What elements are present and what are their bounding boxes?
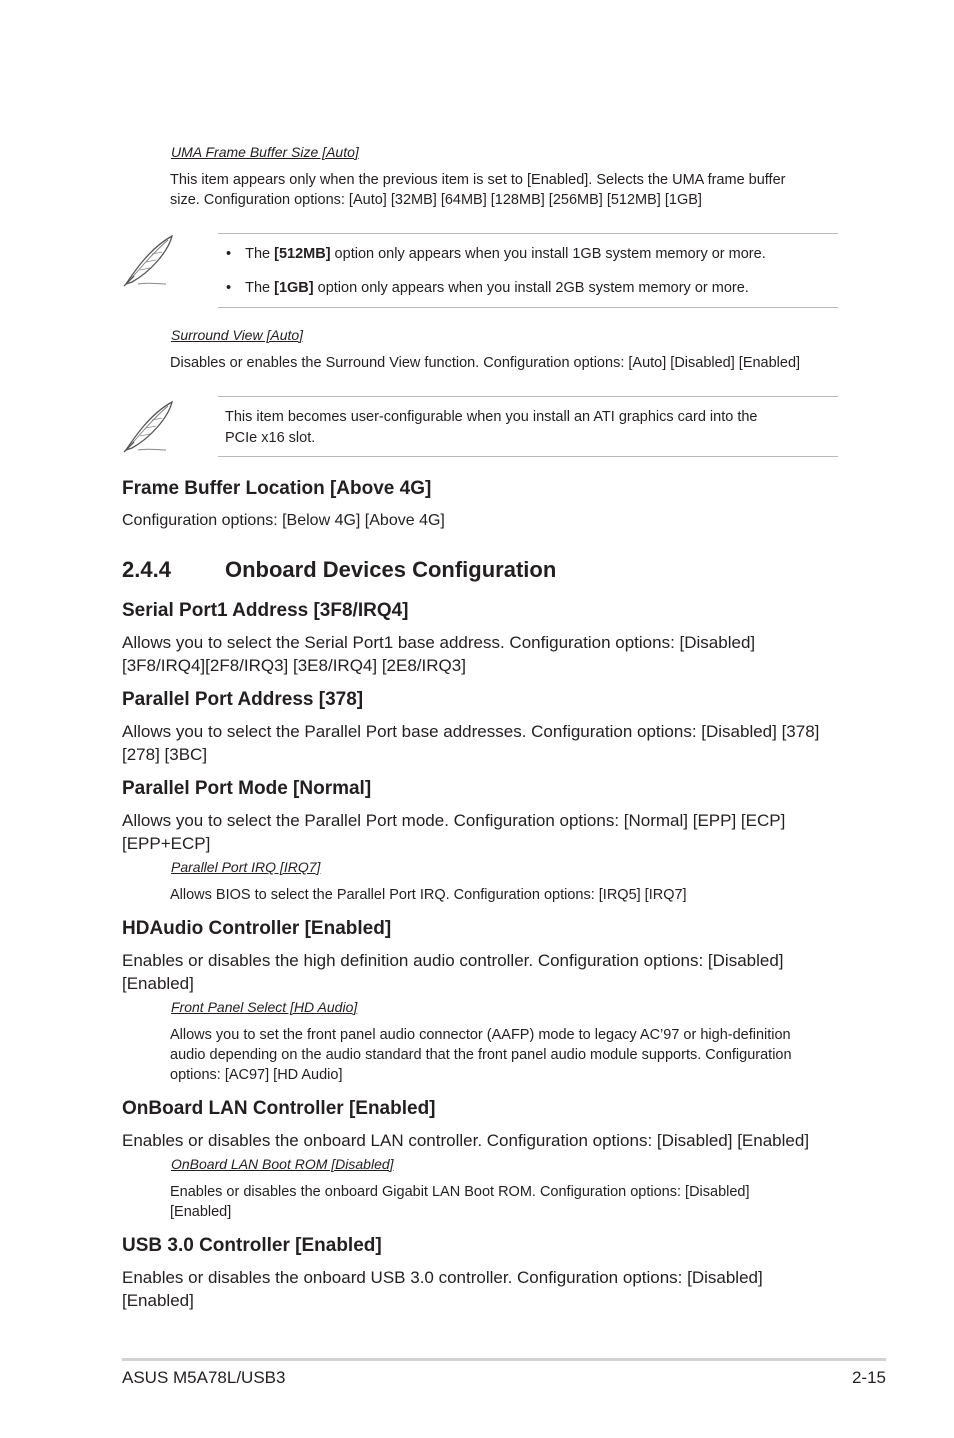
- parallel-port-address-desc-line1: Allows you to select the Parallel Port base addresses. Configuration options: [Disabled] [378]: [122, 722, 820, 741]
- usb3-controller-heading: USB 3.0 Controller [Enabled]: [122, 1235, 382, 1256]
- front-panel-select-desc-line1: Allows you to set the front panel audio connector (AAFP) mode to legacy AC’97 or high-definition: [170, 1027, 791, 1043]
- serial-port-heading: Serial Port1 Address [3F8/IRQ4]: [122, 600, 409, 621]
- bullet-text-pre: The: [245, 280, 275, 296]
- bullet-text-post: option only appears when you install 2GB system memory or more.: [313, 280, 749, 296]
- bullet-text-post: option only appears when you install 1GB system memory or more.: [330, 246, 766, 262]
- serial-port-desc-line1: Allows you to select the Serial Port1 base address. Configuration options: [Disabled]: [122, 633, 756, 652]
- parallel-port-mode-heading: Parallel Port Mode [Normal]: [122, 778, 372, 799]
- parallel-port-irq-desc: Allows BIOS to select the Parallel Port IRQ. Configuration options: [IRQ5] [IRQ7]: [170, 887, 687, 903]
- note2-bottom-rule: [218, 456, 838, 457]
- front-panel-select-desc-line3: options: [AC97] [HD Audio]: [170, 1067, 343, 1083]
- parallel-port-irq-title: Parallel Port IRQ [IRQ7]: [171, 859, 321, 875]
- pencil-note-icon: [120, 234, 176, 290]
- parallel-port-address-heading: Parallel Port Address [378]: [122, 689, 364, 710]
- note2-line-2: PCIe x16 slot.: [225, 430, 316, 446]
- usb3-controller-desc-line1: Enables or disables the onboard USB 3.0 controller. Configuration options: [Disabled]: [122, 1268, 763, 1287]
- bullet-text-pre: The: [245, 246, 275, 262]
- front-panel-select-title: Front Panel Select [HD Audio]: [171, 999, 358, 1015]
- serial-port-desc-line2: [3F8/IRQ4][2F8/IRQ3] [3E8/IRQ4] [2E8/IRQ3]: [122, 656, 466, 675]
- bullet-dot: •: [226, 280, 232, 296]
- note2-line-1: This item becomes user-configurable when you install an ATI graphics card into the: [225, 409, 758, 425]
- bullet-dot: •: [226, 246, 232, 262]
- parallel-port-address-desc-line2: [278] [3BC]: [122, 745, 208, 764]
- note1-bullet-2: [226, 280, 749, 296]
- onboard-lan-heading: OnBoard LAN Controller [Enabled]: [122, 1098, 436, 1119]
- bullet-text-bold: [512MB]: [274, 246, 331, 262]
- section-title: Onboard Devices Configuration: [225, 557, 557, 582]
- frame-buffer-location-desc: Configuration options: [Below 4G] [Above 4G]: [122, 512, 445, 529]
- onboard-lan-desc: Enables or disables the onboard LAN controller. Configuration options: [Disabled] [Enabled]: [122, 1131, 810, 1150]
- section-number: 2.4.4: [122, 557, 171, 582]
- uma-frame-buffer-desc-line1: This item appears only when the previous item is set to [Enabled]. Selects the UMA frame buffer: [170, 172, 786, 188]
- parallel-port-mode-desc-line1: Allows you to select the Parallel Port mode. Configuration options: [Normal] [EPP] [ECP]: [122, 811, 786, 830]
- front-panel-select-desc-line2: audio depending on the audio standard that the front panel audio module supports. Configuration: [170, 1047, 792, 1063]
- surround-view-desc: Disables or enables the Surround View function. Configuration options: [Auto] [Disabled] [Enabled]: [170, 355, 801, 371]
- note1-bottom-rule: [218, 307, 838, 308]
- pencil-note-icon: [120, 400, 176, 456]
- footer-product-name: ASUS M5A78L/USB3: [122, 1368, 286, 1387]
- bullet-text-bold: [1GB]: [274, 280, 314, 296]
- note1-top-rule: [218, 233, 838, 234]
- hdaudio-controller-heading: HDAudio Controller [Enabled]: [122, 918, 392, 939]
- lan-boot-rom-desc-line1: Enables or disables the onboard Gigabit LAN Boot ROM. Configuration options: [Disabled]: [170, 1184, 750, 1200]
- note1-bullet-1: [226, 246, 766, 262]
- lan-boot-rom-desc-line2: [Enabled]: [170, 1204, 232, 1220]
- hdaudio-controller-desc-line1: Enables or disables the high definition audio controller. Configuration options: [Disabled]: [122, 951, 784, 970]
- uma-frame-buffer-title: UMA Frame Buffer Size [Auto]: [171, 144, 359, 160]
- note2-top-rule: [218, 396, 838, 397]
- footer-rule: [122, 1358, 886, 1361]
- hdaudio-controller-desc-line2: [Enabled]: [122, 974, 194, 993]
- parallel-port-mode-desc-line2: [EPP+ECP]: [122, 834, 211, 853]
- footer-page-number: 2-15: [851, 1368, 886, 1387]
- surround-view-title: Surround View [Auto]: [171, 327, 304, 343]
- uma-frame-buffer-desc-line2: size. Configuration options: [Auto] [32MB] [64MB] [128MB] [256MB] [512MB] [1GB]: [170, 192, 702, 208]
- frame-buffer-location-heading: Frame Buffer Location [Above 4G]: [122, 478, 432, 499]
- usb3-controller-desc-line2: [Enabled]: [122, 1291, 194, 1310]
- lan-boot-rom-title: OnBoard LAN Boot ROM [Disabled]: [171, 1156, 394, 1172]
